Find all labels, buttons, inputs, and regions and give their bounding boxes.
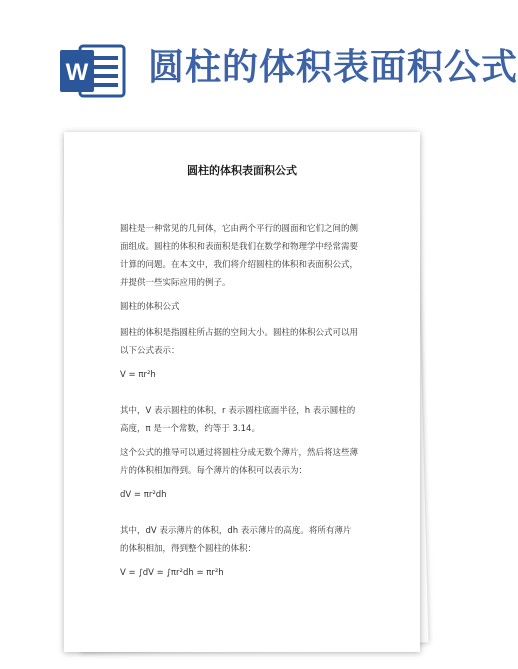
document-body: [120, 220, 358, 600]
word-icon: [58, 40, 128, 102]
integral-formula: V = ∫dV = ∫πr²dh = πr²h: [120, 568, 224, 578]
document-title: 圆柱的体积表面积公式: [187, 164, 297, 177]
formula-explanation-paragraph: 其中，V 表示圆柱的体积，r 表示圆柱底面半径，h 表示圆柱的高度，π 是一个常数，约等于 3.14。: [120, 406, 356, 434]
slice-volume-formula: dV = πr²dh: [120, 490, 167, 500]
volume-section-heading: 圆柱的体积公式: [120, 302, 180, 312]
slice-explanation-paragraph: 其中，dV 表示薄片的体积，dh 表示薄片的高度。将所有薄片的体积相加，得到整个圆柱的体积：: [120, 526, 352, 554]
document-page: [64, 132, 420, 652]
word-icon-letter: W: [65, 59, 89, 86]
volume-formula: V = πr²h: [120, 370, 156, 380]
header-title: 圆柱的体积表面积公式: [148, 47, 518, 88]
header: [0, 0, 518, 110]
intro-paragraph: 圆柱是一种常见的几何体，它由两个平行的圆面和它们之间的侧面组成。圆柱的体积和表面积是我们在数学和物理学中经常需要计算的问题。在本文中，我们将介绍圆柱的体积和表面积公式，并提供一些实际应用的例子。: [120, 224, 359, 288]
volume-definition-paragraph: 圆柱的体积是指圆柱所占据的空间大小。圆柱的体积公式可以用以下公式表示：: [120, 328, 359, 356]
derivation-paragraph: 这个公式的推导可以通过将圆柱分成无数个薄片，然后将这些薄片的体积相加得到。每个薄片的体积可以表示为：: [120, 448, 359, 476]
